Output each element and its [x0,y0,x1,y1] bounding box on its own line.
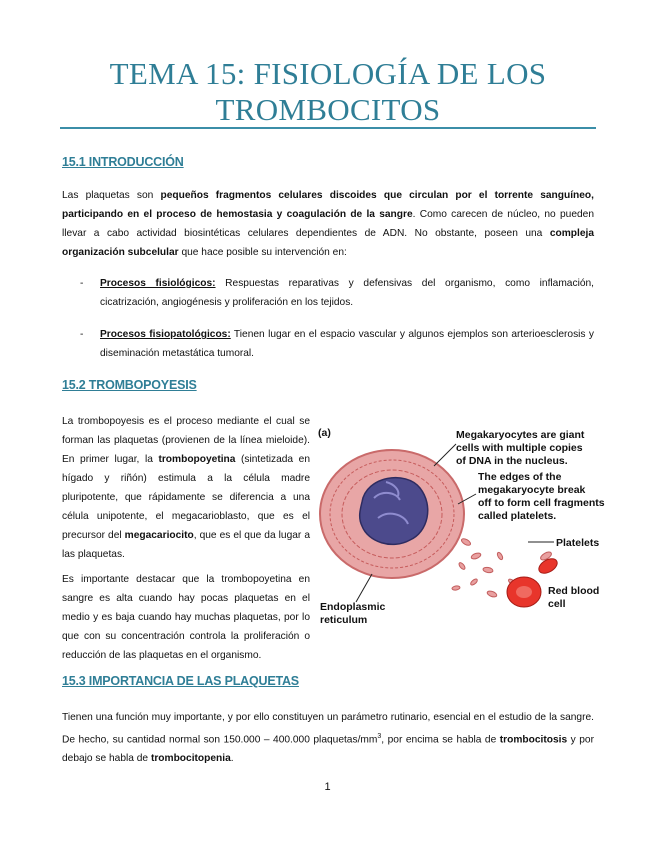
figure-panel-label: (a) [318,427,331,439]
platelet-formation-caption: The edges of the megakaryocyte break off to form cell fragments called platelets. [478,471,605,522]
platelets-label: Platelets [556,537,600,549]
list-item: Procesos fisiológicos: Respuestas reparativas y defensivas del organismo, como inflamación, cicatrización, angiogénesis y proliferación en los tejidos. [100,278,594,308]
section-heading-importancia: 15.3 IMPORTANCIA DE LAS PLAQUETAS [62,674,299,688]
megakaryocyte-caption: Megakaryocytes are giant cells with multiple copies of DNA in the nucleus. [456,429,585,467]
trombopoyesis-paragraph-2: Es importante destacar que la trombopoyetina en sangre es alta cuando hay pocas plaquetas en el medio y es baja cuando hay muchas plaquetas, por lo que con su concentración controla la proliferación o reducción de las plaquetas en el organismo. [62,574,310,661]
endoplasmic-reticulum-label: Endoplasmic reticulum [320,601,386,624]
intro-paragraph: Las plaquetas son pequeños fragmentos celulares discoides que circulan por el torrente sanguíneo, participando en el proceso de hemostasia y coagulación de la sangre. Como carecen de núcleo, no pueden llevar a cabo actividad biosintéticas celulares dependientes de ADN. No obstante, poseen una compleja organización subcelular que hace posible su intervención en: [62,190,594,258]
title-underline [60,127,596,129]
bullet-dash: - [80,329,84,340]
page-title [60,56,596,128]
list-item: Procesos fisiopatológicos: Tienen lugar en el espacio vascular y algunos ejemplos son arterioesclerosis y diseminación metastática tumoral. [100,329,594,359]
title-line-2: TROMBOCITOS [215,92,441,127]
title-line-1: TEMA 15: FISIOLOGÍA DE LOS [109,56,547,91]
nucleus-icon [360,478,428,545]
section-heading-introduccion: 15.1 INTRODUCCIÓN [62,155,184,169]
section-heading-trombopoyesis: 15.2 TROMBOPOYESIS [62,378,197,392]
bullet-dash: - [80,278,84,289]
red-blood-cell-label: Red blood cell [548,585,600,610]
megakaryocyte-illustration [316,424,608,624]
importancia-paragraph: Tienen una función muy importante, y por ello constituyen un parámetro rutinario, esencial en el estudio de la sangre. De hecho, su cantidad normal son 150.000 – 400.000 plaquetas/$mm^3$, por encima se habla de trombocitosis y por debajo se habla de trombocitopenia. [62,712,594,765]
trombopoyesis-paragraph-1: La trombopoyesis es el proceso mediante el cual se forman las plaquetas (provienen de la línea mieloide). En primer lugar, la trombopoyetina (sintetizada en hígado y riñón) estimula a la célula madre pluripotente, que rápidamente se diferencia a una célula unipotente, el megacarioblasto, que es el precursor del megacariocito, que es el que da lugar a las plaquetas. [62,416,311,560]
page-number: 1 [324,781,331,793]
